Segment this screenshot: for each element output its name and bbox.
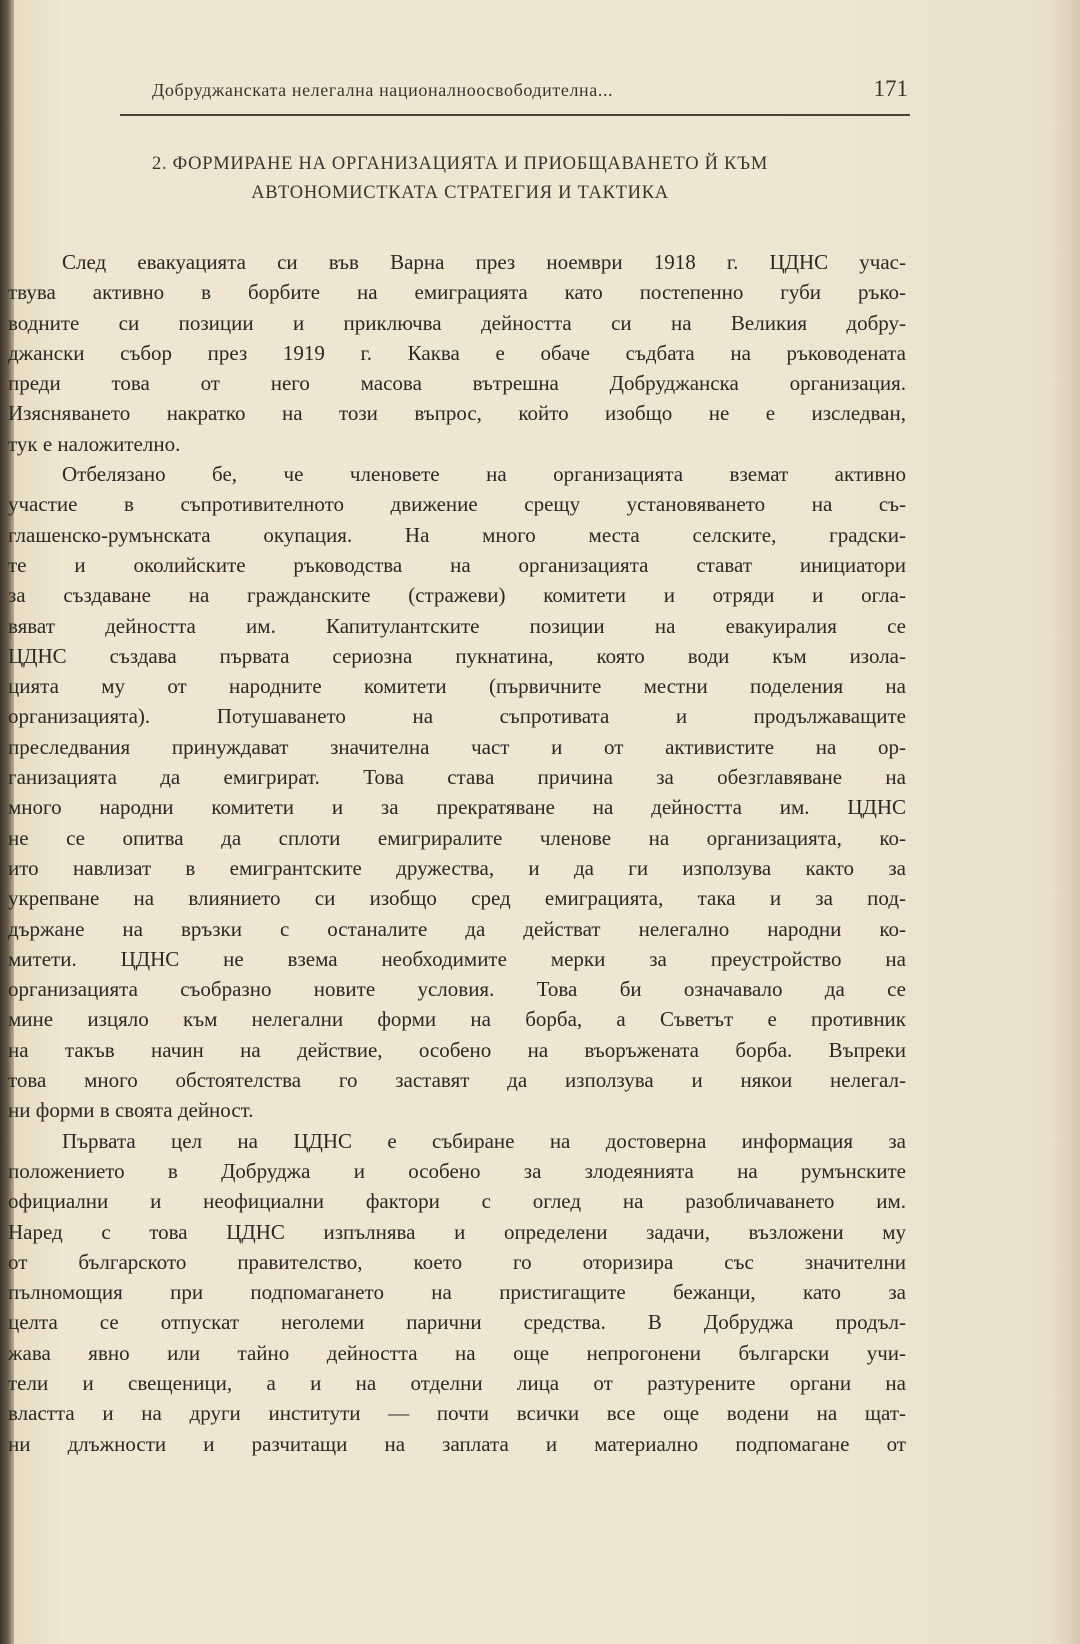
- body-text: [0, 247, 906, 1459]
- section-heading-line: 2. ФОРМИРАНЕ НА ОРГАНИЗАЦИЯТА И ПРИОБЩАВАНЕТО Й КЪМ: [152, 154, 768, 174]
- text-line: тук е наложително.: [8, 431, 181, 456]
- text-line: глашенско-румънската окупация. На много места селските, градски-: [8, 522, 906, 547]
- text-line: те и околийските ръководства на организацията стават инициатори: [8, 552, 906, 577]
- text-line: ни длъжности и разчитащи на заплата и материално подпомагане от: [8, 1431, 906, 1456]
- text-line: ни форми в своята дейност.: [8, 1098, 254, 1123]
- running-header: [148, 78, 908, 108]
- text-line: Първата цел на ЦДНС е събиране на достоверна информация за: [62, 1128, 906, 1153]
- text-line: джански събор през 1919 г. Каква е обаче съдбата на ръководената: [8, 340, 906, 365]
- text-line: водните си позиции и приключва дейността си на Великия добру-: [8, 310, 906, 335]
- text-line: жава явно или тайно дейността на още непрогонени български учи-: [8, 1340, 906, 1365]
- text-line: твува активно в борбите на емиграцията като постепенно губи ръко-: [8, 280, 906, 305]
- text-line: Изясняването накратко на този въпрос, който изобщо не е изследван,: [8, 401, 906, 426]
- section-heading-line: АВТОНОМИСТКАТА СТРАТЕГИЯ И ТАКТИКА: [251, 183, 669, 203]
- text-line: ЦДНС създава първата сериозна пукнатина, която води към изола-: [8, 643, 906, 668]
- text-line: тели и свещеници, а и на отделни лица от разтурените органи на: [8, 1370, 906, 1395]
- text-line: пълномощия при подпомагането на пристигащите бежанци, като за: [8, 1280, 906, 1305]
- text-line: укрепване на влиянието си изобщо сред емиграцията, така и за под-: [8, 886, 906, 911]
- section-heading: [40, 150, 880, 208]
- text-line: участие в съпротивителното движение срещу установяването на съ-: [8, 492, 906, 517]
- text-line: от българското правителство, което го оторизира със значителни: [8, 1249, 906, 1274]
- text-line: митети. ЦДНС не взема необходимите мерки за преустройство на: [8, 946, 906, 971]
- text-line: преди това от него масова вътрешна Добруджанска организация.: [8, 371, 906, 396]
- text-line: много народни комитети и за прекратяване на дейността им. ЦДНС: [8, 795, 906, 820]
- text-line: за създаване на гражданските (стражеви) комитети и отряди и огла-: [8, 583, 906, 608]
- text-line: ито навлизат в емигрантските дружества, и да ги използува както за: [8, 855, 906, 880]
- page-edge-shadow: [1050, 0, 1080, 1644]
- text-line: държане на връзки с останалите да действат нелегално народни ко-: [8, 916, 906, 941]
- text-line: мине изцяло към нелегални форми на борба, а Съветът е противник: [8, 1007, 906, 1032]
- text-line: това много обстоятелства го заставят да използува и някои нелегал-: [8, 1068, 906, 1093]
- text-line: вяват дейността им. Капитулантските позиции на евакуиралия се: [8, 613, 906, 638]
- text-line: Отбелязано бе, че членовете на организацията вземат активно: [62, 462, 906, 487]
- text-line: на такъв начин на действие, особено на въоръжената борба. Въпреки: [8, 1037, 906, 1062]
- header-rule: [120, 114, 910, 116]
- text-line: организацията). Потушаването на съпротивата и продължаващите: [8, 704, 906, 729]
- page-number: 171: [873, 76, 908, 101]
- text-line: властта и на други институти — почти всички все още водени на щат-: [8, 1401, 906, 1426]
- text-line: организацията съобразно новите условия. Това би означавало да се: [8, 977, 906, 1002]
- text-line: официални и неофициални фактори с оглед на разобличаването им.: [8, 1189, 906, 1214]
- text-line: Наред с това ЦДНС изпълнява и определени задачи, възложени му: [8, 1219, 906, 1244]
- text-line: ганизацията да емигрират. Това става причина за обезглавяване на: [8, 765, 906, 790]
- paragraph: [0, 247, 906, 459]
- paragraph: [0, 459, 906, 1126]
- paragraph: [0, 1126, 906, 1459]
- running-title: Добруджанската нелегална националноосвободителна...: [152, 80, 614, 100]
- text-line: цията му от народните комитети (първичните местни поделения на: [8, 674, 906, 699]
- text-line: целта се отпускат неголеми парични средства. В Добруджа продъл-: [8, 1310, 906, 1335]
- text-line: преследвания принуждават значителна част и от активистите на ор-: [8, 734, 906, 759]
- text-line: не се опитва да сплоти емигриралите членове на организацията, ко-: [8, 825, 906, 850]
- text-line: След евакуацията си във Варна през ноември 1918 г. ЦДНС учас-: [62, 250, 906, 274]
- text-line: положението в Добруджа и особено за злодеянията на румънските: [8, 1158, 906, 1183]
